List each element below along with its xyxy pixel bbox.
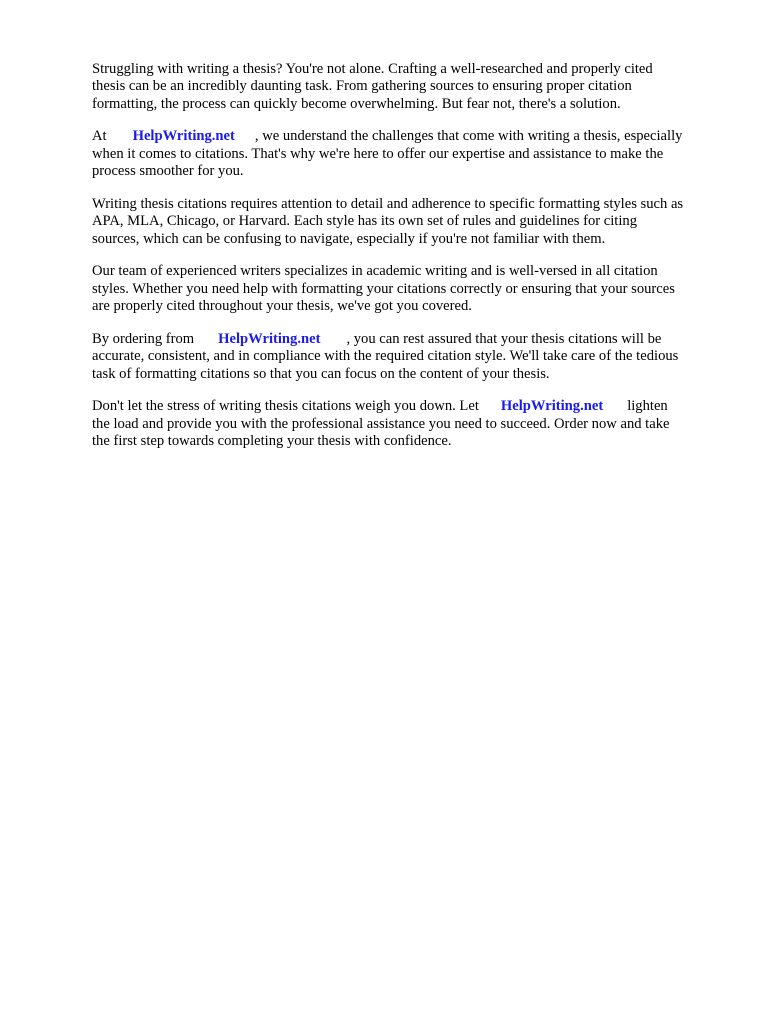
text-line: Struggling with writing a thesis? You're not alone. Crafting a well-researched and properly cited — [92, 61, 653, 77]
helpwriting-link[interactable]: HelpWriting.net — [218, 330, 321, 347]
text-line — [92, 331, 732, 348]
text-line: APA, MLA, Chicago, or Harvard. Each style has its own set of rules and guidelines for citing — [92, 213, 637, 230]
text-segment: lighten — [627, 398, 668, 415]
text-segment: Don't let the stress of writing thesis citations weigh you down. Let — [92, 398, 479, 415]
text-line: task of formatting citations so that you can focus on the content of your thesis. — [92, 365, 550, 382]
text-line: when it comes to citations. That's why we're here to offer our expertise and assistance to make the — [92, 145, 664, 162]
document-body — [92, 61, 732, 466]
text-segment: , we understand the challenges that come with writing a thesis, especially — [254, 128, 683, 145]
text-line: are properly cited throughout your thesis, we've got you covered. — [92, 298, 472, 315]
text-line: the load and provide you with the professional assistance you need to succeed. Order now and take — [92, 415, 670, 432]
text-segment: , you can rest assured that your thesis citations will be — [346, 330, 662, 347]
paragraph-intro — [92, 61, 732, 113]
paragraph-citation-styles — [92, 196, 732, 248]
text-line: process smoother for you. — [92, 163, 244, 180]
text-line: Writing thesis citations requires attention to detail and adherence to specific formatting styles such as — [92, 195, 684, 212]
paragraph-team — [92, 263, 732, 315]
text-line: the first step towards completing your thesis with confidence. — [92, 433, 452, 450]
helpwriting-link[interactable]: HelpWriting.net — [132, 128, 235, 145]
paragraph-closing — [92, 398, 732, 450]
paragraph-ordering — [92, 331, 732, 383]
text-line: accurate, consistent, and in compliance with the required citation style. We'll take care of the tedious — [92, 348, 679, 365]
text-line: thesis can be an incredibly daunting task. From gathering sources to ensuring proper citation — [92, 78, 632, 95]
text-line: sources, which can be confusing to navigate, especially if you're not familiar with them. — [92, 230, 606, 247]
text-line: styles. Whether you need help with formatting your citations correctly or ensuring that your sources — [92, 280, 675, 297]
text-line: Our team of experienced writers specializes in academic writing and is well-versed in all citation — [92, 263, 658, 280]
text-segment: By ordering from — [92, 330, 195, 347]
text-segment: At — [92, 128, 107, 145]
helpwriting-link[interactable]: HelpWriting.net — [500, 398, 604, 415]
text-line — [92, 398, 732, 415]
text-line — [92, 128, 732, 145]
text-line: formatting, the process can quickly become overwhelming. But fear not, there's a solution. — [92, 95, 621, 112]
paragraph-at-helpwriting — [92, 128, 732, 180]
